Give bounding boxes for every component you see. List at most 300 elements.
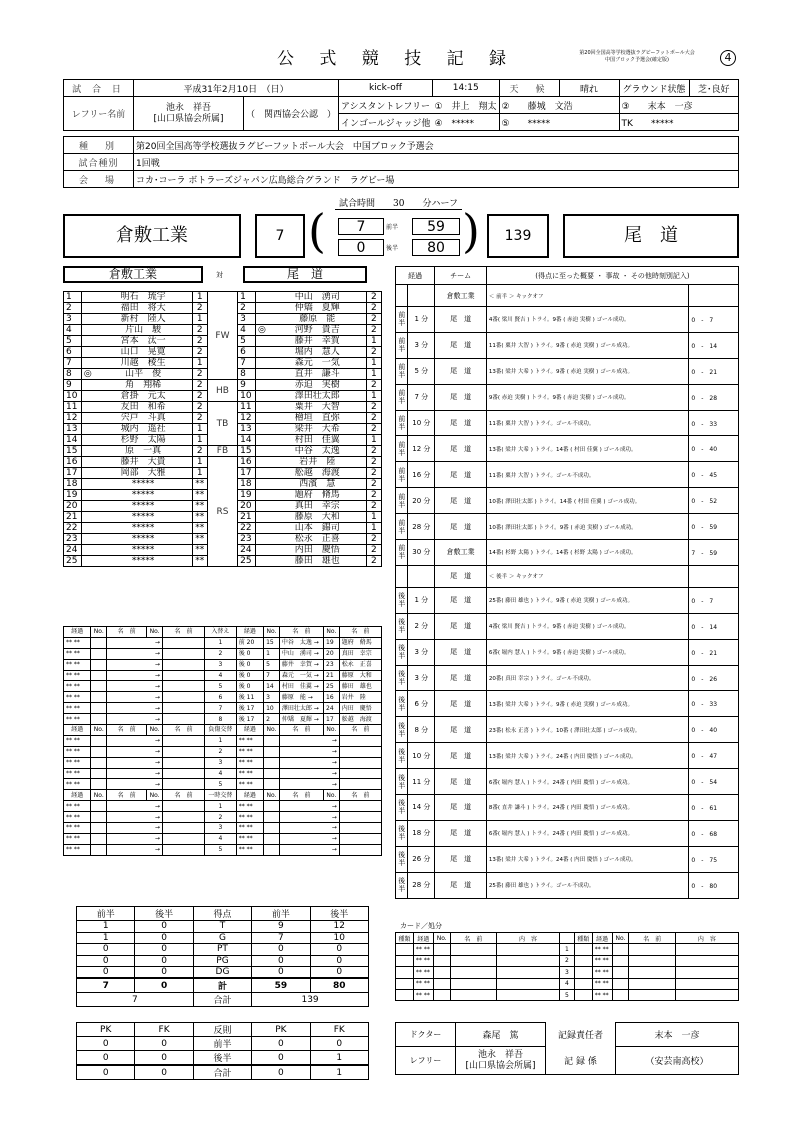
- log-minute: 20 分: [408, 488, 435, 514]
- points-row: [77, 978, 369, 993]
- log-score: 0 - 75: [689, 846, 739, 872]
- points-cell: 0: [77, 967, 135, 979]
- replacement-row: [64, 714, 382, 725]
- no-cell: [264, 801, 280, 812]
- sub-out-no: 10: [264, 703, 280, 714]
- sub-minute: 17: [246, 715, 255, 723]
- home-player-no: 7: [64, 358, 82, 369]
- lineup-row: [64, 446, 382, 457]
- arrow-cell: →: [107, 812, 163, 823]
- card-elapsed: ** **: [413, 955, 433, 966]
- card-no: [612, 944, 629, 955]
- away-player-count: 2: [366, 446, 381, 457]
- home-player-name: 片山 駿: [95, 325, 192, 336]
- sub-elapsed-cell: [236, 637, 263, 648]
- log-desc: 13番( 梁井 大希 ) トライ。9番 ( 赤迫 実樹 ) ゴール成功。: [486, 691, 688, 717]
- card-header: 経過: [592, 933, 612, 944]
- home-captain-mark: [81, 545, 94, 556]
- no-cell: [91, 833, 107, 844]
- points-row: [77, 921, 369, 933]
- sub-out-name-text: 中谷 太逸: [281, 639, 312, 647]
- name-cell: [162, 757, 204, 768]
- sub-minute: 0: [246, 682, 251, 690]
- log-team: 尾 道: [435, 587, 487, 613]
- home-captain-mark: [81, 468, 94, 479]
- points-cell: 1: [77, 921, 135, 933]
- away-player-count: 2: [366, 314, 381, 325]
- card-content: [496, 944, 559, 955]
- away-player-count: 2: [366, 479, 381, 490]
- points-cell: DG: [193, 967, 251, 979]
- elapsed-cell: ** **: [64, 703, 91, 714]
- elapsed-cell: ** **: [236, 757, 263, 768]
- venue-value: コカ･コーラ ボトラーズジャパン広島総合グランド ラグビー場: [134, 171, 739, 188]
- card-index: 2: [560, 955, 575, 966]
- away-player-name: 澤田壮太郎: [269, 391, 366, 402]
- away-player-count: 2: [366, 490, 381, 501]
- arrow-cell: →: [279, 801, 339, 812]
- official-2-num: ②: [501, 101, 510, 112]
- home-player-name: 倉掛 元太: [95, 391, 192, 402]
- away-player-count: 1: [366, 512, 381, 523]
- home-captain-mark: ◎: [81, 369, 94, 380]
- sub-in-name: 題府 脩馬: [339, 637, 381, 648]
- log-half: 前半: [396, 384, 408, 410]
- sub-elapsed-cell: [236, 692, 263, 703]
- home-player-count: 2: [192, 413, 207, 424]
- log-minute: 6 分: [408, 691, 435, 717]
- log-score: 0 - 26: [689, 665, 739, 691]
- official-2-name: 藤城 文浩: [527, 101, 573, 112]
- sub-in-no: 23: [324, 659, 340, 670]
- card-no: [612, 955, 629, 966]
- card-row: [396, 978, 739, 989]
- no-cell: [91, 681, 107, 692]
- card-name: [450, 955, 496, 966]
- kicks-cell: 1: [310, 1051, 368, 1066]
- lineup-row: [64, 380, 382, 391]
- log-desc: 11番( 粟井 大智 ) トライ。ゴール不成功。: [486, 462, 688, 488]
- no-cell: [264, 779, 280, 790]
- no-header: No.: [147, 627, 163, 638]
- card-no: [433, 967, 450, 978]
- points-header: 後半: [135, 907, 193, 921]
- away-player-name: 中山 湧司: [269, 292, 366, 303]
- position-label: HB: [207, 380, 237, 402]
- away-captain-mark: [255, 523, 268, 534]
- log-score: 0 - 14: [689, 332, 739, 358]
- log-desc: 13番( 梁井 大希 ) トライ。24番 ( 内田 慶悟 ) ゴール成功。: [486, 846, 688, 872]
- name-header: 名 前: [107, 627, 147, 638]
- home-player-no: 22: [64, 523, 82, 534]
- signature-referee-label: レフリー: [396, 1047, 456, 1075]
- doctor-label: ドクター: [396, 1023, 456, 1047]
- sub-in-name: 藤原 大和: [339, 670, 381, 681]
- away-player-name: 真田 幸宗: [269, 501, 366, 512]
- position-label: TB: [207, 402, 237, 446]
- log-team: 尾 道: [435, 358, 487, 384]
- official-4: [432, 114, 499, 131]
- home-player-no: 19: [64, 490, 82, 501]
- card-name: [450, 989, 496, 1000]
- log-minute: 11 分: [408, 769, 435, 795]
- card-elapsed: ** **: [592, 955, 612, 966]
- log-desc: 20番( 真田 幸宗 ) トライ。ゴール不成功。: [486, 665, 688, 691]
- arrow-cell: →: [279, 812, 339, 823]
- home-player-no: 16: [64, 457, 82, 468]
- sub-in-no: 24: [324, 703, 340, 714]
- away-player-no: 11: [238, 402, 256, 413]
- match-time: 試合時間 30 分ハーフ: [335, 196, 462, 210]
- points-cell: 80: [310, 978, 368, 993]
- no-header: No.: [324, 627, 340, 638]
- points-row: [77, 932, 369, 944]
- position-label: FB: [207, 446, 237, 457]
- home-player-name: 城内 遥社: [95, 424, 192, 435]
- points-cell: 0: [310, 967, 368, 979]
- home-player-no: 11: [64, 402, 82, 413]
- elapsed-header: 経過: [64, 627, 91, 638]
- away-captain-mark: [255, 391, 268, 402]
- away-player-no: 8: [238, 369, 256, 380]
- no-cell: [264, 823, 280, 834]
- name-cell: [162, 833, 204, 844]
- official-tk-num: TK: [621, 118, 633, 129]
- log-minute: 3 分: [408, 665, 435, 691]
- substitutions-table: [63, 626, 382, 856]
- log-team: 尾 道: [435, 514, 487, 540]
- home-player-no: 5: [64, 336, 82, 347]
- arrow-cell: →: [107, 648, 163, 659]
- away-captain-mark: [255, 369, 268, 380]
- away-captain-mark: [255, 435, 268, 446]
- name-cell: [162, 812, 204, 823]
- away-captain-mark: [255, 534, 268, 545]
- log-team: 倉敷工業: [435, 285, 487, 307]
- no-cell: [91, 768, 107, 779]
- log-desc: 13番( 梁井 大希 ) トライ。14番 ( 村田 佳翼 ) ゴール成功。: [486, 436, 688, 462]
- kicks-header: FK: [135, 1023, 193, 1037]
- log-row: [396, 691, 739, 717]
- away-second-half: 80: [412, 239, 460, 256]
- log-row: [396, 846, 739, 872]
- home-player-no: 13: [64, 424, 82, 435]
- elapsed-cell: ** **: [64, 779, 91, 790]
- tournament-note: [562, 50, 712, 64]
- home-player-name: 宮本 汰一: [95, 336, 192, 347]
- arrow-cell: →: [107, 692, 163, 703]
- sub-minute: 0: [246, 672, 251, 679]
- no-cell: [264, 768, 280, 779]
- away-captain-mark: [255, 380, 268, 391]
- log-minute: 2 分: [408, 613, 435, 639]
- replacement-row: [64, 670, 382, 681]
- card-header: 種類: [574, 933, 592, 944]
- away-captain-mark: [255, 347, 268, 358]
- no-header: No.: [324, 790, 340, 801]
- card-name: [450, 967, 496, 978]
- home-player-count: **: [192, 501, 207, 512]
- sub-minute: 0: [246, 650, 251, 658]
- temporary-row: [64, 833, 382, 844]
- card-row: [396, 967, 739, 978]
- home-captain-mark: [81, 479, 94, 490]
- away-player-no: 14: [238, 435, 256, 446]
- log-desc: 11番( 粟井 大智 ) トライ。9番 ( 赤迫 実樹 ) ゴール成功。: [486, 332, 688, 358]
- log-team: 尾 道: [435, 332, 487, 358]
- away-player-count: 2: [366, 457, 381, 468]
- name-cell: [162, 735, 204, 746]
- kicks-cell: 0: [135, 1065, 193, 1080]
- log-minute: 1 分: [408, 307, 435, 333]
- subs-header-row: [64, 725, 382, 736]
- sub-minute: 0: [246, 661, 251, 669]
- log-desc: 10番( 澤田壮太郎 ) トライ。14番 ( 村田 佳翼 ) ゴール成功。: [486, 488, 688, 514]
- recorder-label: 記 録 係: [546, 1047, 616, 1075]
- home-player-no: 17: [64, 468, 82, 479]
- away-player-count: 2: [366, 325, 381, 336]
- log-team: 尾 道: [435, 613, 487, 639]
- home-captain-mark: [81, 501, 94, 512]
- log-team: 尾 道: [435, 639, 487, 665]
- away-captain-mark: [255, 556, 268, 567]
- home-captain-mark: [81, 413, 94, 424]
- away-player-no: 19: [238, 490, 256, 501]
- away-player-no: 9: [238, 380, 256, 391]
- card-name: [629, 944, 675, 955]
- log-minute: 10 分: [408, 743, 435, 769]
- home-captain-mark: [81, 457, 94, 468]
- no-cell: [91, 659, 107, 670]
- sub-out-name: 藤井 幸賀 →: [279, 659, 323, 670]
- home-player-count: 1: [192, 292, 207, 303]
- log-score: 0 - 59: [689, 514, 739, 540]
- name-cell: [162, 801, 204, 812]
- no-cell: [91, 703, 107, 714]
- name-header: 名 前: [279, 725, 323, 736]
- card-elapsed: ** **: [592, 967, 612, 978]
- away-player-count: 2: [366, 347, 381, 358]
- away-player-count: 2: [366, 501, 381, 512]
- arrow-cell: →: [107, 746, 163, 757]
- blood-row: [64, 757, 382, 768]
- log-team: 尾 道: [435, 384, 487, 410]
- away-player-name: 題府 脩馬: [269, 490, 366, 501]
- no-cell: [264, 757, 280, 768]
- elapsed-header: 経過: [236, 725, 263, 736]
- sub-half: 後: [238, 682, 245, 690]
- right-paren: ): [462, 204, 480, 258]
- referee-assoc: [山口県協会所属]: [153, 113, 224, 124]
- points-cell: 7: [77, 978, 135, 993]
- no-header: No.: [264, 627, 280, 638]
- points-cell: 0: [77, 955, 135, 967]
- official-3-name: 末本 一彦: [647, 101, 693, 112]
- card-header: 名 前: [629, 933, 675, 944]
- log-minute: 18 分: [408, 820, 435, 846]
- replacement-index: 6: [205, 692, 237, 703]
- home-player-count: **: [192, 545, 207, 556]
- no-cell: [91, 670, 107, 681]
- away-captain-mark: [255, 314, 268, 325]
- log-desc-header: (得点に至った概要 ・ 事故 ・ その他時刻別記入): [486, 267, 738, 285]
- home-captain-mark: [81, 314, 94, 325]
- log-row: [396, 384, 739, 410]
- kicks-cell: 0: [135, 1037, 193, 1051]
- away-player-name: 仲矯 夏輝: [269, 303, 366, 314]
- log-minute: 14 分: [408, 795, 435, 821]
- doctor-value: 森尾 篤: [456, 1023, 546, 1047]
- log-minute: 26 分: [408, 846, 435, 872]
- away-player-name: 檜垣 直弥: [269, 413, 366, 424]
- elapsed-cell: ** **: [236, 823, 263, 834]
- log-score: 0 - 40: [689, 436, 739, 462]
- kicks-cell: 0: [135, 1051, 193, 1066]
- away-captain-mark: [255, 292, 268, 303]
- home-player-count: 1: [192, 468, 207, 479]
- away-player-count: 2: [366, 292, 381, 303]
- blood-row: [64, 779, 382, 790]
- away-player-name: 村田 佳翼: [269, 435, 366, 446]
- card-no: [612, 967, 629, 978]
- arrow-cell: →: [107, 779, 163, 790]
- second-half-label: 後半: [386, 245, 399, 252]
- sub-half: 後: [238, 704, 245, 712]
- no-header: No.: [264, 790, 280, 801]
- no-cell: [91, 757, 107, 768]
- log-half: 後半: [396, 717, 408, 743]
- card-content: [675, 978, 738, 989]
- home-player-count: 2: [192, 336, 207, 347]
- replacement-index: 1: [205, 637, 237, 648]
- position-label: RS: [207, 457, 237, 567]
- away-player-no: 7: [238, 358, 256, 369]
- away-player-name: 赤迫 実樹: [269, 380, 366, 391]
- sub-half: 後: [238, 715, 245, 723]
- arrow-cell: →: [279, 844, 339, 855]
- points-cell: 0: [135, 978, 193, 993]
- arrow-cell: →: [107, 833, 163, 844]
- home-player-count: 2: [192, 303, 207, 314]
- log-half: 前半: [396, 436, 408, 462]
- points-cell: 7: [252, 932, 310, 944]
- log-desc: 6番( 堀内 慧人 ) トライ。24番 ( 内田 慶悟 ) ゴール成功。: [486, 820, 688, 846]
- card-type: [396, 944, 414, 955]
- elapsed-cell: ** **: [236, 801, 263, 812]
- sub-half: 後: [238, 693, 245, 701]
- arrow-cell: →: [107, 670, 163, 681]
- points-cell: 0: [252, 944, 310, 956]
- log-minute: 28 分: [408, 514, 435, 540]
- away-player-count: 2: [366, 413, 381, 424]
- home-player-name: 山口 晃寛: [95, 347, 192, 358]
- home-player-count: 2: [192, 347, 207, 358]
- sub-half: 後: [238, 672, 245, 679]
- away-player-name: 藤原 大和: [269, 512, 366, 523]
- log-score: 0 - 28: [689, 384, 739, 410]
- sub-out-name-text: 中山 湧司: [281, 650, 312, 658]
- sub-out-name-text: 村田 佳翼: [281, 682, 312, 690]
- home-player-name: 岡部 大雅: [95, 468, 192, 479]
- card-index: 1: [560, 944, 575, 955]
- blood-row: [64, 768, 382, 779]
- log-row: [396, 769, 739, 795]
- sub-elapsed-cell: [236, 681, 263, 692]
- home-captain-mark: [81, 380, 94, 391]
- no-header: No.: [91, 725, 107, 736]
- away-player-no: 24: [238, 545, 256, 556]
- log-half: 後半: [396, 691, 408, 717]
- kicks-cell: 0: [252, 1051, 310, 1066]
- points-home-total: 7: [77, 993, 194, 1007]
- card-content: [496, 955, 559, 966]
- away-player-name: 舩越 海渡: [269, 468, 366, 479]
- arrow-cell: →: [279, 746, 339, 757]
- referee-block: [134, 97, 244, 131]
- log-half: 後半: [396, 846, 408, 872]
- sub-in-name: 藤田 雄也: [339, 681, 381, 692]
- home-captain-mark: [81, 424, 94, 435]
- arrow-cell: →: [107, 703, 163, 714]
- home-player-name: *****: [95, 479, 192, 490]
- log-team: 尾 道: [435, 743, 487, 769]
- lineup-row: [64, 457, 382, 468]
- arrow-cell: →: [279, 757, 339, 768]
- away-captain-mark: [255, 490, 268, 501]
- name-cell: [162, 779, 204, 790]
- card-header: 種類: [396, 933, 414, 944]
- arrow-cell: →: [107, 659, 163, 670]
- log-score: 0 - 47: [689, 743, 739, 769]
- points-cell: 9: [252, 921, 310, 933]
- arrow-cell: →: [107, 637, 163, 648]
- card-name: [629, 955, 675, 966]
- home-player-name: *****: [95, 523, 192, 534]
- card-elapsed: ** **: [413, 967, 433, 978]
- home-player-no: 2: [64, 303, 82, 314]
- home-player-count: **: [192, 534, 207, 545]
- log-half: 前半: [396, 488, 408, 514]
- points-cell: 10: [310, 932, 368, 944]
- no-cell: [264, 735, 280, 746]
- log-half: 後半: [396, 639, 408, 665]
- log-half: 後半: [396, 743, 408, 769]
- official-3: [619, 97, 738, 114]
- elapsed-cell: ** **: [64, 844, 91, 855]
- referee-name: 池永 祥吾: [165, 102, 211, 113]
- cards-table: [395, 932, 739, 1001]
- sub-elapsed-cell: [236, 714, 263, 725]
- card-header: 経過: [413, 933, 433, 944]
- card-no: [433, 978, 450, 989]
- points-total-row: [77, 993, 369, 1007]
- home-player-name: *****: [95, 534, 192, 545]
- arrow-cell: →: [279, 768, 339, 779]
- log-team: 尾 道: [435, 691, 487, 717]
- no-header: No.: [91, 627, 107, 638]
- points-cell: 0: [252, 955, 310, 967]
- sub-out-no: 14: [264, 681, 280, 692]
- elapsed-cell: ** **: [64, 670, 91, 681]
- away-captain-mark: [255, 336, 268, 347]
- home-player-name: 杉野 太陽: [95, 435, 192, 446]
- sub-out-name: 藤原 能 →: [279, 692, 323, 703]
- away-captain-mark: [255, 468, 268, 479]
- kicks-header: PK: [77, 1023, 135, 1037]
- away-player-count: 1: [366, 358, 381, 369]
- name-header: 名 前: [162, 790, 204, 801]
- card-type: [396, 967, 414, 978]
